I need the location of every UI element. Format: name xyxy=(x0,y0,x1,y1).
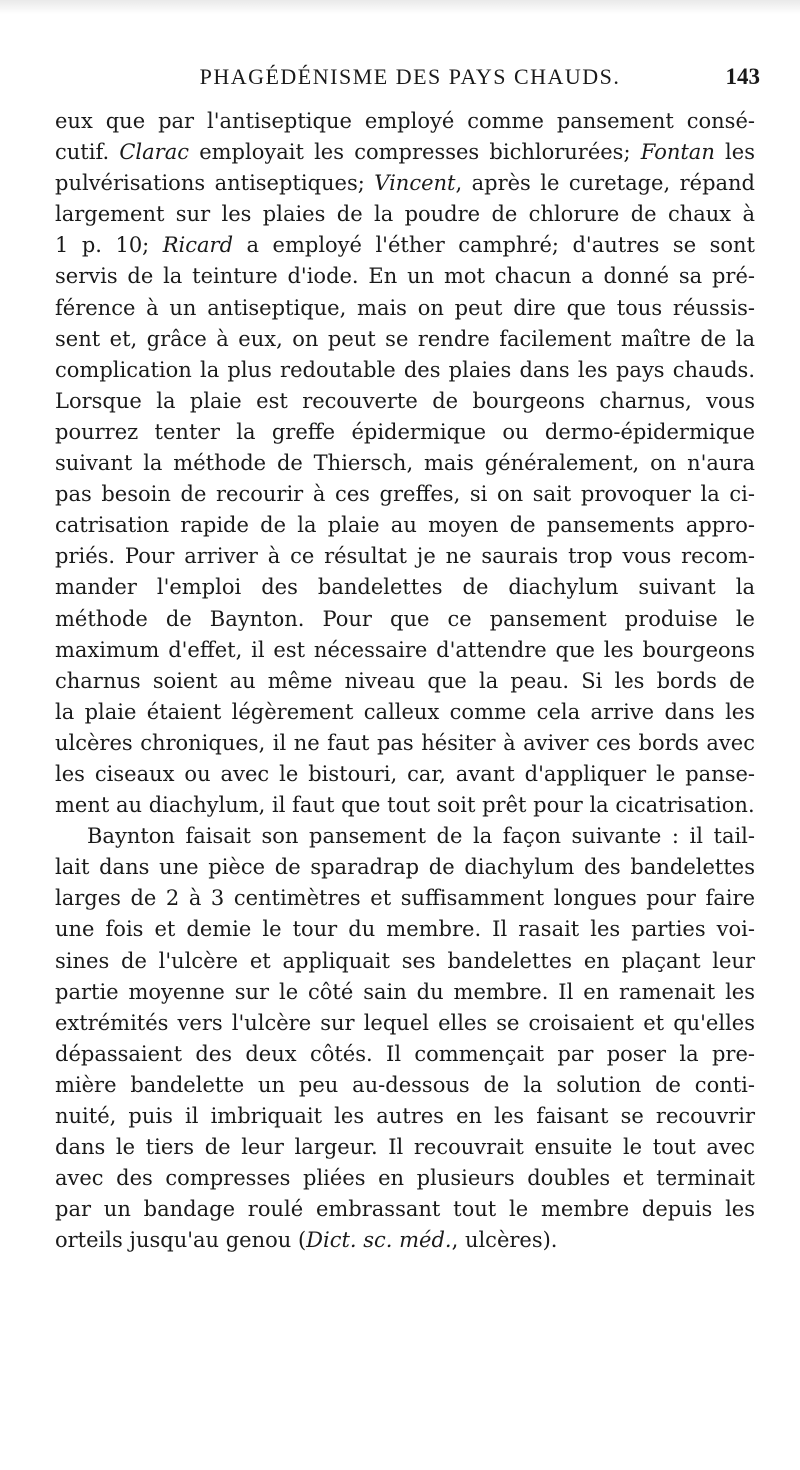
text-line: eux que par l'antiseptique employé comme pansement consé- xyxy=(55,109,755,133)
text-line: ulcères chroniques, il ne faut pas hésiter à aviver ces bords avec xyxy=(55,730,755,755)
text-line: les ciseaux ou avec le bistouri, car, avant d'appliquer le panse- xyxy=(55,761,755,786)
text-line: mière bandelette un peu au-dessous de la solution de conti- xyxy=(55,1072,755,1097)
text-line: dans le tiers de leur largeur. Il recouvrait ensuite le tout avec xyxy=(55,1135,755,1160)
text-line: complication la plus redoutable des plaies dans les pays chauds. xyxy=(55,357,755,382)
text-line: mander l'emploi des bandelettes de diachylum suivant la xyxy=(55,575,755,600)
paragraph xyxy=(55,821,755,1256)
text-line: ment au diachylum, il faut que tout soit prêt pour la cicatrisation. xyxy=(55,793,755,818)
text-line: une fois et demie le tour du membre. Il rasait les parties voi- xyxy=(55,917,755,942)
running-head xyxy=(60,62,760,92)
italic-name: Fontan xyxy=(640,140,715,165)
text-line: lait dans une pièce de sparadrap de diachylum des bandelettes xyxy=(55,855,755,880)
text-line: cutif. Clarac employait les compresses bichlorurées; Fontan les xyxy=(55,140,755,165)
italic-name: Ricard xyxy=(162,233,234,258)
text-line: maximum d'effet, il est nécessaire d'attendre que les bourgeons xyxy=(55,637,755,662)
text-line: extrémités vers l'ulcère sur lequel elles se croisaient et qu'elles xyxy=(55,1010,755,1035)
text-line: 1 p. 10; Ricard a employé l'éther camphré; d'autres se sont xyxy=(55,233,755,258)
text-line: priés. Pour arriver à ce résultat je ne saurais trop vous recom- xyxy=(55,544,755,569)
text-line: Lorsque la plaie est recouverte de bourgeons charnus, vous xyxy=(55,388,755,413)
page-number: 143 xyxy=(725,64,760,89)
text-line: larges de 2 à 3 centimètres et suffisamment longues pour faire xyxy=(55,886,755,911)
text-line: charnus soient au même niveau que la peau. Si les bords de xyxy=(55,668,755,693)
text-line: pulvérisations antiseptiques; Vincent, après le curetage, répand xyxy=(55,171,755,196)
text-line: la plaie étaient légèrement calleux comme cela arrive dans les xyxy=(55,699,755,724)
text-line: sines de l'ulcère et appliquait ses bandelettes en plaçant leur xyxy=(55,948,755,973)
text-line: méthode de Baynton. Pour que ce pansement produise le xyxy=(55,606,755,631)
text-line: largement sur les plaies de la poudre de chlorure de chaux à xyxy=(55,202,755,227)
text-line: servis de la teinture d'iode. En un mot chacun a donné sa pré- xyxy=(55,264,755,289)
page-top-edge xyxy=(0,0,800,14)
text-line: par un bandage roulé embrassant tout le membre depuis les xyxy=(55,1197,755,1222)
text-line: pas besoin de recourir à ces greffes, si on sait provoquer la ci- xyxy=(55,482,755,507)
text-line: dépassaient des deux côtés. Il commençait par poser la pre- xyxy=(55,1041,755,1066)
text-line: pourrez tenter la greffe épidermique ou dermo-épidermique xyxy=(55,419,755,444)
text-line: orteils jusqu'au genou (Dict. sc. méd., ulcères). xyxy=(55,1228,558,1253)
text-line: avec des compresses pliées en plusieurs doubles et terminait xyxy=(55,1166,755,1191)
text-line: férence à un antiseptique, mais on peut dire que tous réussis- xyxy=(55,295,755,320)
text-line: nuité, puis il imbriquait les autres en les faisant se recouvrir xyxy=(55,1104,755,1128)
paragraph xyxy=(55,106,755,821)
body-text xyxy=(55,106,755,1256)
text-line: Baynton faisait son pansement de la façon suivante : il tail- xyxy=(87,824,755,849)
text-line: suivant la méthode de Thiersch, mais généralement, on n'aura xyxy=(55,451,755,476)
italic-name: Clarac xyxy=(119,140,189,165)
running-title: PHAGÉDÉNISME DES PAYS CHAUDS. xyxy=(199,64,621,89)
text-line: sent et, grâce à eux, on peut se rendre facilement maître de la xyxy=(55,326,755,351)
text-line: partie moyenne sur le côté sain du membre. Il en ramenait les xyxy=(55,979,755,1004)
text-line: catrisation rapide de la plaie au moyen de pansements appro- xyxy=(55,513,755,538)
italic-name: Vincent xyxy=(374,171,456,196)
italic-name: Dict. sc. méd. xyxy=(306,1228,452,1253)
